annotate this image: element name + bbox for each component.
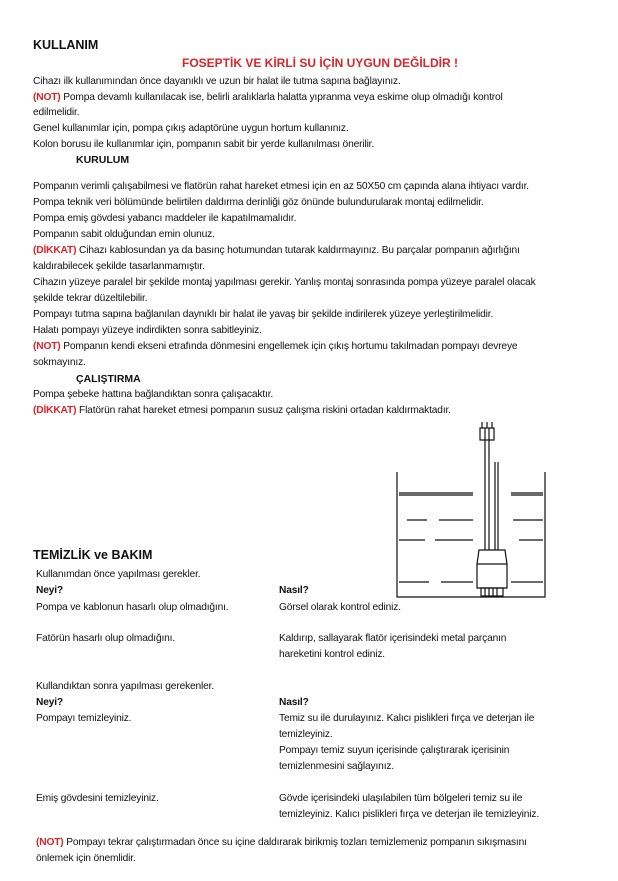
table-cell-how: hareketini kontrol ediniz.: [279, 649, 385, 660]
operation-paragraph: Pompa şebeke hattına bağlandıktan sonra çalışacaktır.: [33, 389, 274, 400]
table-cell-how: Kaldırıp, sallayarak flatör içerisindeki metal parçanın: [279, 633, 507, 644]
warning-banner: FOSEPTİK VE KİRLİ SU İÇİN UYGUN DEĞİLDİR !: [181, 56, 459, 70]
column-how-header: Nasıl?: [279, 697, 309, 708]
warning-tag: (DİKKAT): [33, 245, 77, 256]
install-paragraph: Cihazın yüzeye paralel bir şekilde montaj yapılması gerekir. Yanlış montaj sonrasında pompa yüzeye paralel olacak: [33, 277, 536, 288]
usage-note: [33, 91, 503, 104]
note-text: Pompayı tekrar çalıştırmadan önce su içine daldırarak birikmiş tozları temizlemeniz pompanın sıkışmasını: [63, 837, 527, 848]
note-tag: (NOT): [33, 341, 61, 352]
install-note: [33, 340, 517, 353]
table-cell-how: Temiz su ile durulayınız. Kalıcı pislikleri fırça ve deterjan ile: [279, 713, 535, 724]
install-paragraph: Pompanın verimli çalışabilmesi ve flatörün rahat hareket etmesi için en az 50X50 cm çapında alana ihtiyacı vardır.: [33, 181, 529, 192]
note-text: Pompa devamlı kullanılacak ise, belirli aralıklarla halatta yıpranma veya eskime olup olmadığı kontrol: [60, 92, 503, 103]
warning-text: Cihazı kablosundan ya da basınç hotumundan tutarak kaldırmayınız. Bu parçalar pompanın ağırlığını: [76, 245, 520, 256]
column-how-header: Nasıl?: [279, 585, 309, 596]
table-cell-how: temizleyiniz. Kalıcı pislikleri fırça ve deterjan ile temizleyiniz.: [279, 809, 540, 820]
operation-heading: ÇALIŞTIRMA: [76, 373, 141, 385]
table-cell-how: Görsel olarak kontrol ediniz.: [279, 602, 401, 613]
table-cell-what: Pompa ve kablonun hasarlı olup olmadığını.: [36, 602, 229, 613]
table-cell-what: Fatörün hasarlı olup olmadığını.: [36, 633, 176, 644]
usage-heading: KULLANIM: [33, 38, 99, 52]
note-tag: (NOT): [36, 837, 64, 848]
usage-paragraph: Cihazı ilk kullanımından önce dayanıklı ve uzun bir halat ile tutma sapına bağlayınız.: [33, 76, 401, 87]
warning-text: Flatörün rahat hareket etmesi pompanın susuz çalışma riskini ortadan kaldırmaktadır.: [76, 405, 451, 416]
submersible-pump-in-tank-illustration: [395, 422, 555, 602]
install-note-cont: sokmayınız.: [33, 357, 86, 368]
install-warning-cont: kaldırabilecek şekilde tasarlanmamıştır.: [33, 261, 205, 272]
usage-paragraph: Kolon borusu ile kullanımlar için, pompanın sabit bir yerde kullanılması önerilir.: [33, 139, 375, 150]
table-cell-how: temizlenmesini sağlayınız.: [279, 761, 395, 772]
maintenance-note: [36, 836, 527, 849]
table-cell-how: Gövde içerisindeki ulaşılabilen tüm bölgeleri temiz su ile: [279, 793, 523, 804]
note-tag: (NOT): [33, 92, 61, 103]
install-paragraph: Pompa emiş gövdesi yabancı maddeler ile kapatılmamalıdır.: [33, 213, 297, 224]
maintenance-note-cont: önlemek için önemlidir.: [36, 853, 136, 864]
column-what-header: Neyi?: [36, 585, 63, 596]
note-text: Pompanın kendi ekseni etrafında dönmesini engellemek için çıkış hortumu takılmadan pompayı devreye: [60, 341, 518, 352]
table-cell-what: Pompayı temizleyiniz.: [36, 713, 132, 724]
operation-warning: [33, 404, 451, 417]
install-paragraph: Halatı pompayı yüzeye indirdikten sonra sabitleyiniz.: [33, 325, 262, 336]
after-use-intro: Kullandıktan sonra yapılması gerekenler.: [36, 681, 215, 692]
warning-tag: (DİKKAT): [33, 405, 77, 416]
table-cell-what: Emiş gövdesini temizleyiniz.: [36, 793, 159, 804]
install-paragraph: Pompayı tutma sapına bağlanılan daynıklı bir halat ile yavaş bir şekilde indirilerek yüzeye yerleştirilmelidir.: [33, 309, 494, 320]
table-cell-how: Pompayı temiz suyun içerisinde çalıştırarak içerisinin: [279, 745, 510, 756]
install-paragraph: Pompa teknik veri bölümünde belirtilen daldırma derinliği göz önünde bulundurularak montaj edilmelidir.: [33, 197, 484, 208]
install-heading: KURULUM: [76, 154, 130, 166]
usage-note-cont: edilmelidir.: [33, 107, 80, 118]
install-paragraph: Pompanın sabit olduğundan emin olunuz.: [33, 229, 215, 240]
table-cell-how: temizleyiniz.: [279, 729, 333, 740]
maintenance-heading: TEMİZLİK ve BAKIM: [33, 548, 153, 562]
before-use-intro: Kullanımdan önce yapılması gerekler.: [36, 569, 201, 580]
column-what-header: Neyi?: [36, 697, 63, 708]
install-paragraph-cont: şekilde tekrar düzeltilebilir.: [33, 293, 148, 304]
install-warning: [33, 244, 520, 257]
usage-paragraph: Genel kullanımlar için, pompa çıkış adaptörüne uygun hortum kullanınız.: [33, 123, 349, 134]
